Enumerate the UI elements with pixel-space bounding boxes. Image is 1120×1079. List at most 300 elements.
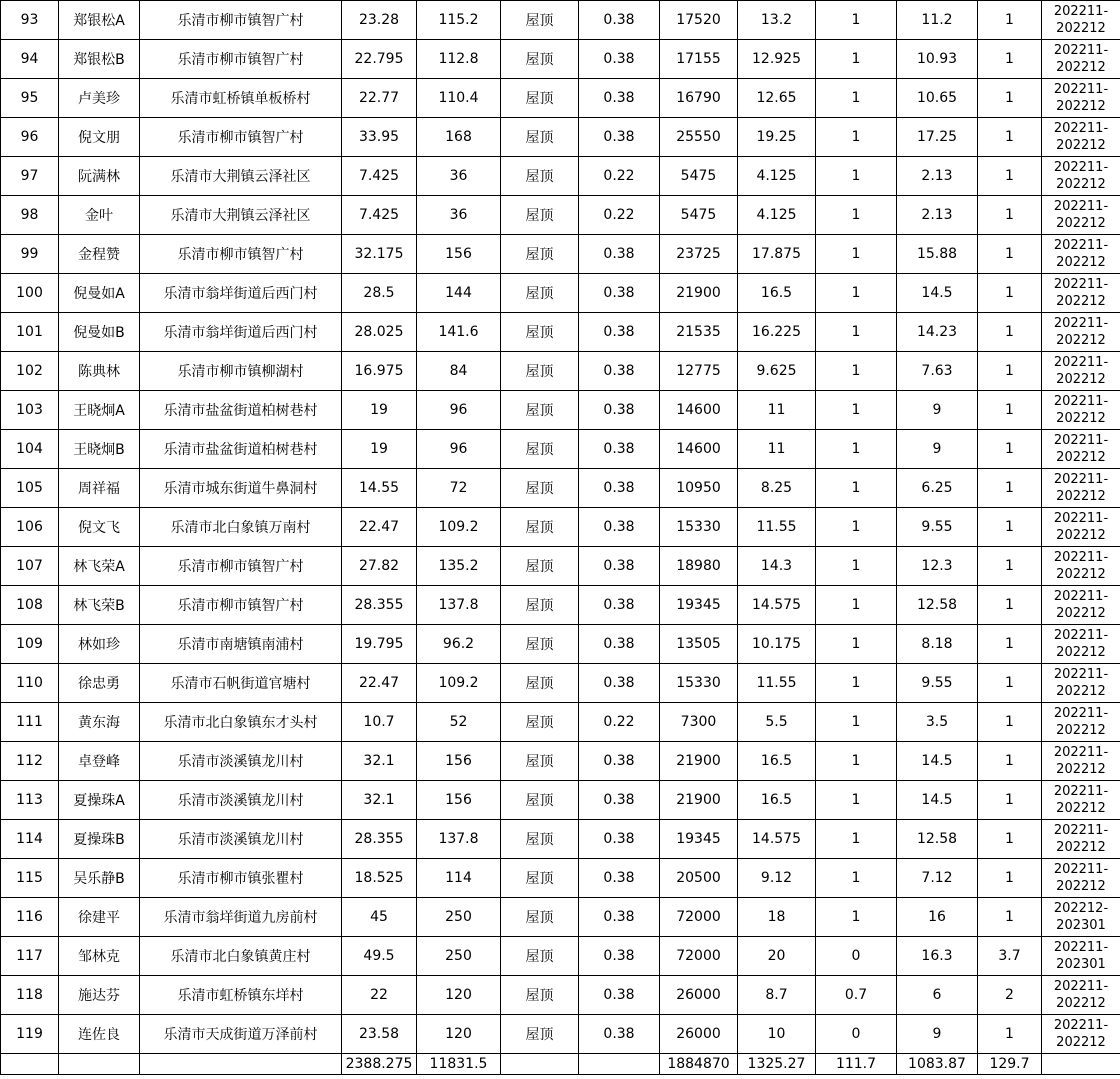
cell-capacity: 18.525 xyxy=(342,859,417,898)
cell-owner-name: 倪曼如B xyxy=(59,313,140,352)
cell-address: 乐清市盐盆街道柏树巷村 xyxy=(140,391,342,430)
cell-amount-c: 15.88 xyxy=(897,235,978,274)
table-row xyxy=(1,859,1120,898)
cell-area: 120 xyxy=(417,976,501,1015)
cell-unit-price: 0.38 xyxy=(579,976,660,1015)
cell-generation: 5475 xyxy=(660,196,738,235)
cell-owner-name: 王晓炯A xyxy=(59,391,140,430)
cell-install-type: 屋顶 xyxy=(501,79,579,118)
cell-amount-c: 14.23 xyxy=(897,313,978,352)
cell-amount-b: 1 xyxy=(816,430,897,469)
table-row xyxy=(1,79,1120,118)
cell-amount-b: 1 xyxy=(816,313,897,352)
table-row xyxy=(1,274,1120,313)
cell-amount-d: 2 xyxy=(978,976,1042,1015)
cell-generation: 25550 xyxy=(660,118,738,157)
cell-address: 乐清市虹桥镇单板桥村 xyxy=(140,79,342,118)
cell-amount-b: 0 xyxy=(816,1015,897,1054)
cell-unit-price: 0.38 xyxy=(579,508,660,547)
cell-amount-a: 11 xyxy=(738,430,816,469)
cell-capacity: 28.355 xyxy=(342,586,417,625)
cell-address: 乐清市柳市镇张瞿村 xyxy=(140,859,342,898)
cell-generation: 72000 xyxy=(660,898,738,937)
cell-amount-d: 1 xyxy=(978,391,1042,430)
cell-owner-name: 倪文朋 xyxy=(59,118,140,157)
table-row xyxy=(1,313,1120,352)
cell-unit-price: 0.38 xyxy=(579,586,660,625)
cell-amount-b: 1 xyxy=(816,586,897,625)
cell-install-type: 屋顶 xyxy=(501,664,579,703)
cell-area: 168 xyxy=(417,118,501,157)
cell-unit-price: 0.38 xyxy=(579,430,660,469)
table-row xyxy=(1,781,1120,820)
cell-amount-b: 1 xyxy=(816,40,897,79)
cell-unit-price: 0.38 xyxy=(579,664,660,703)
cell-amount-c: 9 xyxy=(897,391,978,430)
cell-generation: 15330 xyxy=(660,508,738,547)
cell-generation: 21900 xyxy=(660,274,738,313)
cell-area: 52 xyxy=(417,703,501,742)
cell-period: 202212-202301 xyxy=(1042,898,1120,937)
cell-amount-c: 10.93 xyxy=(897,40,978,79)
cell-amount-d: 1 xyxy=(978,781,1042,820)
cell-amount-c: 8.18 xyxy=(897,625,978,664)
total-address xyxy=(140,1054,342,1075)
table-row xyxy=(1,625,1120,664)
cell-generation: 21535 xyxy=(660,313,738,352)
cell-amount-c: 3.5 xyxy=(897,703,978,742)
cell-amount-c: 9.55 xyxy=(897,664,978,703)
cell-capacity: 19.795 xyxy=(342,625,417,664)
cell-unit-price: 0.38 xyxy=(579,937,660,976)
cell-amount-b: 1 xyxy=(816,508,897,547)
cell-unit-price: 0.38 xyxy=(579,547,660,586)
cell-area: 96 xyxy=(417,391,501,430)
cell-install-type: 屋顶 xyxy=(501,235,579,274)
cell-owner-name: 夏操珠B xyxy=(59,820,140,859)
cell-capacity: 23.58 xyxy=(342,1015,417,1054)
cell-amount-a: 12.925 xyxy=(738,40,816,79)
cell-owner-name: 吴乐静B xyxy=(59,859,140,898)
cell-row-number: 111 xyxy=(1,703,59,742)
cell-amount-b: 1 xyxy=(816,235,897,274)
cell-address: 乐清市淡溪镇龙川村 xyxy=(140,820,342,859)
cell-amount-c: 12.3 xyxy=(897,547,978,586)
cell-period: 202211-202212 xyxy=(1042,352,1120,391)
cell-amount-d: 1 xyxy=(978,79,1042,118)
cell-row-number: 94 xyxy=(1,40,59,79)
cell-amount-d: 1 xyxy=(978,703,1042,742)
cell-amount-d: 1 xyxy=(978,508,1042,547)
cell-row-number: 93 xyxy=(1,1,59,40)
cell-unit-price: 0.38 xyxy=(579,118,660,157)
cell-amount-b: 0 xyxy=(816,937,897,976)
cell-amount-d: 1 xyxy=(978,235,1042,274)
cell-address: 乐清市柳市镇智广村 xyxy=(140,1,342,40)
cell-generation: 21900 xyxy=(660,781,738,820)
cell-owner-name: 郑银松B xyxy=(59,40,140,79)
cell-amount-a: 4.125 xyxy=(738,157,816,196)
cell-install-type: 屋顶 xyxy=(501,703,579,742)
cell-address: 乐清市翁垟街道九房前村 xyxy=(140,898,342,937)
cell-period: 202211-202212 xyxy=(1042,313,1120,352)
cell-amount-a: 8.7 xyxy=(738,976,816,1015)
cell-amount-d: 1 xyxy=(978,1,1042,40)
cell-owner-name: 倪文飞 xyxy=(59,508,140,547)
cell-install-type: 屋顶 xyxy=(501,508,579,547)
table-row xyxy=(1,1015,1120,1054)
cell-row-number: 119 xyxy=(1,1015,59,1054)
cell-amount-a: 18 xyxy=(738,898,816,937)
cell-capacity: 22 xyxy=(342,976,417,1015)
cell-address: 乐清市天成街道万泽前村 xyxy=(140,1015,342,1054)
cell-amount-b: 1 xyxy=(816,547,897,586)
cell-address: 乐清市柳市镇柳湖村 xyxy=(140,352,342,391)
cell-address: 乐清市柳市镇智广村 xyxy=(140,586,342,625)
cell-row-number: 97 xyxy=(1,157,59,196)
cell-row-number: 117 xyxy=(1,937,59,976)
cell-amount-b: 1 xyxy=(816,781,897,820)
cell-install-type: 屋顶 xyxy=(501,391,579,430)
cell-amount-c: 9 xyxy=(897,430,978,469)
cell-period: 202211-202212 xyxy=(1042,508,1120,547)
cell-amount-c: 10.65 xyxy=(897,79,978,118)
table-row xyxy=(1,157,1120,196)
cell-address: 乐清市柳市镇智广村 xyxy=(140,40,342,79)
cell-row-number: 101 xyxy=(1,313,59,352)
cell-row-number: 105 xyxy=(1,469,59,508)
cell-amount-a: 5.5 xyxy=(738,703,816,742)
cell-address: 乐清市北白象镇东才头村 xyxy=(140,703,342,742)
cell-amount-c: 9 xyxy=(897,1015,978,1054)
cell-amount-c: 16 xyxy=(897,898,978,937)
cell-amount-a: 16.5 xyxy=(738,274,816,313)
cell-generation: 19345 xyxy=(660,586,738,625)
cell-amount-b: 1 xyxy=(816,196,897,235)
cell-amount-c: 14.5 xyxy=(897,742,978,781)
cell-unit-price: 0.38 xyxy=(579,820,660,859)
cell-generation: 26000 xyxy=(660,1015,738,1054)
cell-generation: 26000 xyxy=(660,976,738,1015)
cell-area: 250 xyxy=(417,898,501,937)
cell-amount-b: 1 xyxy=(816,703,897,742)
total-amount-b: 111.7 xyxy=(816,1054,897,1075)
cell-area: 96 xyxy=(417,430,501,469)
cell-row-number: 95 xyxy=(1,79,59,118)
cell-amount-c: 2.13 xyxy=(897,157,978,196)
cell-generation: 12775 xyxy=(660,352,738,391)
cell-amount-a: 16.5 xyxy=(738,781,816,820)
cell-unit-price: 0.22 xyxy=(579,703,660,742)
cell-row-number: 109 xyxy=(1,625,59,664)
cell-install-type: 屋顶 xyxy=(501,859,579,898)
cell-period: 202211-202212 xyxy=(1042,586,1120,625)
cell-install-type: 屋顶 xyxy=(501,820,579,859)
cell-generation: 14600 xyxy=(660,391,738,430)
cell-install-type: 屋顶 xyxy=(501,898,579,937)
cell-unit-price: 0.38 xyxy=(579,40,660,79)
cell-period: 202211-202212 xyxy=(1042,781,1120,820)
cell-generation: 17155 xyxy=(660,40,738,79)
cell-amount-c: 6 xyxy=(897,976,978,1015)
table-row xyxy=(1,664,1120,703)
cell-period: 202211-202212 xyxy=(1042,703,1120,742)
cell-generation: 10950 xyxy=(660,469,738,508)
cell-owner-name: 倪曼如A xyxy=(59,274,140,313)
cell-address: 乐清市柳市镇智广村 xyxy=(140,547,342,586)
cell-amount-b: 1 xyxy=(816,391,897,430)
cell-period: 202211-202212 xyxy=(1042,469,1120,508)
cell-amount-a: 17.875 xyxy=(738,235,816,274)
cell-period: 202211-202212 xyxy=(1042,157,1120,196)
cell-row-number: 112 xyxy=(1,742,59,781)
cell-capacity: 22.47 xyxy=(342,664,417,703)
cell-amount-a: 4.125 xyxy=(738,196,816,235)
cell-address: 乐清市柳市镇智广村 xyxy=(140,118,342,157)
cell-amount-d: 1 xyxy=(978,196,1042,235)
total-owner-name xyxy=(59,1054,140,1075)
cell-address: 乐清市城东街道牛鼻洞村 xyxy=(140,469,342,508)
cell-install-type: 屋顶 xyxy=(501,937,579,976)
cell-address: 乐清市北白象镇黄庄村 xyxy=(140,937,342,976)
cell-area: 36 xyxy=(417,157,501,196)
cell-amount-a: 19.25 xyxy=(738,118,816,157)
table-row xyxy=(1,391,1120,430)
cell-owner-name: 卢美珍 xyxy=(59,79,140,118)
cell-amount-c: 11.2 xyxy=(897,1,978,40)
cell-install-type: 屋顶 xyxy=(501,430,579,469)
cell-row-number: 102 xyxy=(1,352,59,391)
cell-address: 乐清市淡溪镇龙川村 xyxy=(140,742,342,781)
cell-amount-b: 1 xyxy=(816,820,897,859)
cell-amount-d: 1 xyxy=(978,742,1042,781)
cell-address: 乐清市虹桥镇东垟村 xyxy=(140,976,342,1015)
cell-generation: 13505 xyxy=(660,625,738,664)
cell-amount-b: 1 xyxy=(816,1,897,40)
cell-owner-name: 林如珍 xyxy=(59,625,140,664)
cell-area: 156 xyxy=(417,742,501,781)
cell-owner-name: 王晓炯B xyxy=(59,430,140,469)
cell-area: 156 xyxy=(417,235,501,274)
cell-unit-price: 0.38 xyxy=(579,625,660,664)
cell-period: 202211-202212 xyxy=(1042,430,1120,469)
cell-amount-d: 1 xyxy=(978,664,1042,703)
cell-capacity: 27.82 xyxy=(342,547,417,586)
cell-owner-name: 连佐良 xyxy=(59,1015,140,1054)
cell-install-type: 屋顶 xyxy=(501,586,579,625)
cell-owner-name: 邹林克 xyxy=(59,937,140,976)
cell-install-type: 屋顶 xyxy=(501,1015,579,1054)
cell-address: 乐清市柳市镇智广村 xyxy=(140,235,342,274)
table-row xyxy=(1,235,1120,274)
table-row xyxy=(1,703,1120,742)
cell-generation: 16790 xyxy=(660,79,738,118)
cell-amount-d: 1 xyxy=(978,820,1042,859)
cell-owner-name: 陈典林 xyxy=(59,352,140,391)
cell-address: 乐清市盐盆街道柏树巷村 xyxy=(140,430,342,469)
cell-address: 乐清市淡溪镇龙川村 xyxy=(140,781,342,820)
cell-amount-d: 1 xyxy=(978,430,1042,469)
total-capacity: 2388.275 xyxy=(342,1054,417,1075)
cell-unit-price: 0.38 xyxy=(579,391,660,430)
cell-capacity: 19 xyxy=(342,430,417,469)
cell-capacity: 45 xyxy=(342,898,417,937)
cell-capacity: 22.795 xyxy=(342,40,417,79)
cell-amount-a: 10 xyxy=(738,1015,816,1054)
cell-area: 72 xyxy=(417,469,501,508)
cell-amount-a: 11 xyxy=(738,391,816,430)
table-row xyxy=(1,40,1120,79)
cell-capacity: 22.47 xyxy=(342,508,417,547)
cell-install-type: 屋顶 xyxy=(501,196,579,235)
cell-row-number: 118 xyxy=(1,976,59,1015)
cell-amount-a: 9.625 xyxy=(738,352,816,391)
table-row xyxy=(1,508,1120,547)
cell-amount-a: 11.55 xyxy=(738,664,816,703)
cell-amount-c: 17.25 xyxy=(897,118,978,157)
cell-unit-price: 0.38 xyxy=(579,781,660,820)
cell-amount-a: 12.65 xyxy=(738,79,816,118)
cell-amount-d: 1 xyxy=(978,625,1042,664)
total-amount-c: 1083.87 xyxy=(897,1054,978,1075)
table-row xyxy=(1,1,1120,40)
cell-capacity: 28.025 xyxy=(342,313,417,352)
cell-install-type: 屋顶 xyxy=(501,157,579,196)
cell-amount-c: 14.5 xyxy=(897,781,978,820)
cell-owner-name: 金程赞 xyxy=(59,235,140,274)
cell-amount-b: 1 xyxy=(816,664,897,703)
cell-area: 109.2 xyxy=(417,508,501,547)
cell-unit-price: 0.38 xyxy=(579,313,660,352)
cell-amount-d: 1 xyxy=(978,586,1042,625)
cell-amount-b: 1 xyxy=(816,859,897,898)
cell-address: 乐清市大荆镇云泽社区 xyxy=(140,157,342,196)
cell-amount-a: 13.2 xyxy=(738,1,816,40)
table-body xyxy=(1,1,1120,1075)
cell-capacity: 22.77 xyxy=(342,79,417,118)
cell-owner-name: 夏操珠A xyxy=(59,781,140,820)
cell-period: 202211-202212 xyxy=(1042,1015,1120,1054)
table-row xyxy=(1,976,1120,1015)
cell-owner-name: 徐忠勇 xyxy=(59,664,140,703)
cell-period: 202211-202212 xyxy=(1042,391,1120,430)
cell-capacity: 23.28 xyxy=(342,1,417,40)
cell-amount-c: 12.58 xyxy=(897,586,978,625)
cell-install-type: 屋顶 xyxy=(501,118,579,157)
cell-amount-b: 1 xyxy=(816,469,897,508)
cell-capacity: 28.5 xyxy=(342,274,417,313)
cell-address: 乐清市大荆镇云泽社区 xyxy=(140,196,342,235)
cell-area: 141.6 xyxy=(417,313,501,352)
cell-area: 137.8 xyxy=(417,586,501,625)
cell-period: 202211-202212 xyxy=(1042,976,1120,1015)
cell-owner-name: 阮满林 xyxy=(59,157,140,196)
cell-unit-price: 0.22 xyxy=(579,157,660,196)
table-row xyxy=(1,196,1120,235)
cell-install-type: 屋顶 xyxy=(501,469,579,508)
cell-amount-d: 1 xyxy=(978,40,1042,79)
cell-amount-d: 1 xyxy=(978,859,1042,898)
cell-amount-d: 1 xyxy=(978,313,1042,352)
cell-amount-d: 1 xyxy=(978,1015,1042,1054)
table-row xyxy=(1,352,1120,391)
cell-capacity: 19 xyxy=(342,391,417,430)
cell-area: 250 xyxy=(417,937,501,976)
cell-owner-name: 徐建平 xyxy=(59,898,140,937)
cell-area: 120 xyxy=(417,1015,501,1054)
cell-amount-a: 9.12 xyxy=(738,859,816,898)
total-amount-d: 129.7 xyxy=(978,1054,1042,1075)
cell-amount-d: 1 xyxy=(978,157,1042,196)
cell-amount-c: 12.58 xyxy=(897,820,978,859)
cell-install-type: 屋顶 xyxy=(501,352,579,391)
cell-amount-a: 10.175 xyxy=(738,625,816,664)
cell-amount-c: 9.55 xyxy=(897,508,978,547)
cell-owner-name: 林飞荣B xyxy=(59,586,140,625)
cell-row-number: 115 xyxy=(1,859,59,898)
cell-install-type: 屋顶 xyxy=(501,742,579,781)
cell-capacity: 49.5 xyxy=(342,937,417,976)
cell-generation: 17520 xyxy=(660,1,738,40)
cell-amount-c: 16.3 xyxy=(897,937,978,976)
cell-area: 156 xyxy=(417,781,501,820)
total-period xyxy=(1042,1054,1120,1075)
cell-area: 112.8 xyxy=(417,40,501,79)
cell-row-number: 106 xyxy=(1,508,59,547)
cell-capacity: 16.975 xyxy=(342,352,417,391)
cell-period: 202211-202212 xyxy=(1042,1,1120,40)
cell-generation: 7300 xyxy=(660,703,738,742)
cell-amount-c: 2.13 xyxy=(897,196,978,235)
cell-generation: 18980 xyxy=(660,547,738,586)
cell-area: 36 xyxy=(417,196,501,235)
cell-row-number: 114 xyxy=(1,820,59,859)
cell-owner-name: 施达芬 xyxy=(59,976,140,1015)
cell-amount-c: 7.63 xyxy=(897,352,978,391)
total-row-number xyxy=(1,1054,59,1075)
cell-row-number: 108 xyxy=(1,586,59,625)
cell-generation: 23725 xyxy=(660,235,738,274)
cell-amount-a: 20 xyxy=(738,937,816,976)
cell-owner-name: 林飞荣A xyxy=(59,547,140,586)
cell-amount-d: 1 xyxy=(978,352,1042,391)
cell-address: 乐清市翁垟街道后西门村 xyxy=(140,274,342,313)
cell-period: 202211-202212 xyxy=(1042,859,1120,898)
cell-row-number: 103 xyxy=(1,391,59,430)
cell-area: 135.2 xyxy=(417,547,501,586)
cell-amount-b: 1 xyxy=(816,742,897,781)
cell-owner-name: 黄东海 xyxy=(59,703,140,742)
cell-area: 96.2 xyxy=(417,625,501,664)
cell-amount-a: 14.3 xyxy=(738,547,816,586)
cell-amount-b: 1 xyxy=(816,352,897,391)
total-install-type xyxy=(501,1054,579,1075)
cell-install-type: 屋顶 xyxy=(501,313,579,352)
cell-capacity: 7.425 xyxy=(342,157,417,196)
cell-generation: 20500 xyxy=(660,859,738,898)
cell-install-type: 屋顶 xyxy=(501,274,579,313)
cell-generation: 19345 xyxy=(660,820,738,859)
cell-generation: 5475 xyxy=(660,157,738,196)
cell-address: 乐清市北白象镇万南村 xyxy=(140,508,342,547)
cell-period: 202211-202212 xyxy=(1042,40,1120,79)
cell-period: 202211-202212 xyxy=(1042,196,1120,235)
cell-area: 144 xyxy=(417,274,501,313)
cell-amount-b: 1 xyxy=(816,274,897,313)
cell-amount-a: 14.575 xyxy=(738,820,816,859)
cell-unit-price: 0.38 xyxy=(579,274,660,313)
cell-amount-a: 11.55 xyxy=(738,508,816,547)
